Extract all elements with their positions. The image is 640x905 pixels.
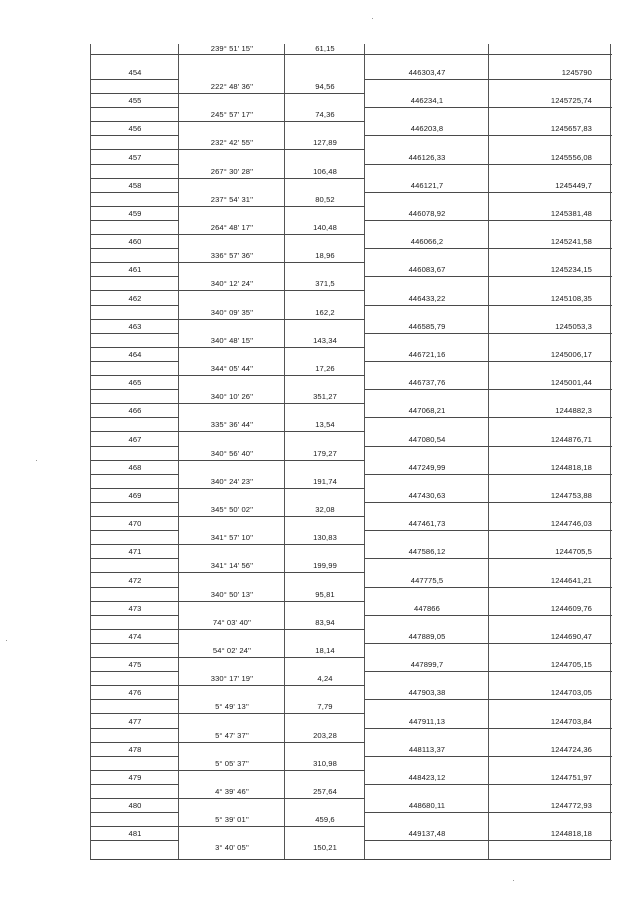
coordinate-x: 447775,5 bbox=[410, 575, 444, 585]
coordinate-x: 449137,48 bbox=[408, 829, 446, 839]
row-border bbox=[91, 192, 179, 193]
segment-distance: 83,94 bbox=[315, 617, 335, 627]
bearing-angle: 340° 12' 24'' bbox=[210, 279, 254, 289]
row-border bbox=[91, 389, 179, 390]
coordinate-x: 447430,63 bbox=[408, 491, 446, 500]
coordinate-y: 1244641,21 bbox=[550, 575, 592, 585]
row-border bbox=[365, 389, 612, 390]
bearing-angle: 239° 51' 15'' bbox=[210, 44, 254, 53]
row-border bbox=[91, 107, 179, 108]
row-border bbox=[365, 276, 612, 277]
segment-distance: 130,83 bbox=[313, 533, 337, 543]
coordinate-y: 1245001,44 bbox=[550, 378, 592, 388]
coordinate-x: 447911,13 bbox=[408, 716, 446, 726]
bearing-angle: 5° 47' 37'' bbox=[215, 730, 249, 740]
coordinate-y: 1245790 bbox=[561, 68, 592, 77]
point-number: 458 bbox=[128, 180, 142, 190]
segment-distance: 61,15 bbox=[315, 44, 335, 53]
point-number: 471 bbox=[128, 547, 142, 557]
row-border bbox=[365, 615, 612, 616]
row-border bbox=[91, 756, 179, 757]
segment-distance: 7,79 bbox=[317, 702, 333, 712]
row-border bbox=[365, 164, 612, 165]
coordinate-y: 1244751,97 bbox=[550, 773, 592, 782]
coordinate-x: 446303,47 bbox=[408, 68, 446, 77]
bearing-angle: 245° 57' 17'' bbox=[210, 110, 254, 120]
row-border bbox=[365, 135, 612, 136]
coordinate-y: 1245449,7 bbox=[555, 180, 592, 190]
row-border bbox=[91, 164, 179, 165]
segment-distance: 106,48 bbox=[313, 166, 337, 176]
row-border bbox=[365, 220, 612, 221]
coordinate-x: 446066,2 bbox=[410, 237, 444, 247]
segment-distance: 310,98 bbox=[313, 758, 337, 768]
coordinate-y: 1244703,05 bbox=[550, 688, 592, 698]
bearing-angle: 340° 10' 26'' bbox=[210, 392, 254, 402]
point-number: 481 bbox=[128, 829, 142, 839]
row-border bbox=[91, 234, 365, 235]
coordinate-x: 446585,79 bbox=[408, 321, 446, 331]
bearing-angle: 74° 03' 40'' bbox=[212, 617, 252, 627]
row-border bbox=[365, 530, 612, 531]
row-border bbox=[91, 840, 179, 841]
row-border bbox=[91, 615, 179, 616]
segment-distance: 80,52 bbox=[315, 194, 335, 204]
bearing-angle: 5° 05' 37'' bbox=[215, 758, 249, 768]
point-number: 467 bbox=[128, 434, 142, 444]
point-number: 477 bbox=[128, 716, 142, 726]
bearing-angle: 336° 57' 36'' bbox=[210, 251, 254, 261]
row-border bbox=[365, 671, 612, 672]
row-border bbox=[365, 192, 612, 193]
row-border bbox=[365, 784, 612, 785]
row-border bbox=[91, 587, 179, 588]
point-number: 459 bbox=[128, 209, 142, 218]
bearing-angle: 341° 14' 56'' bbox=[210, 561, 254, 571]
coordinate-y: 1245234,15 bbox=[550, 265, 592, 275]
bearing-angle: 222° 48' 36'' bbox=[210, 82, 254, 91]
coordinate-y: 1244882,3 bbox=[555, 406, 592, 416]
row-border bbox=[365, 248, 612, 249]
coordinate-x: 446433,22 bbox=[408, 293, 446, 303]
row-border bbox=[91, 305, 179, 306]
row-border bbox=[91, 798, 365, 799]
coordinate-y: 1244772,93 bbox=[550, 801, 592, 811]
bearing-angle: 341° 57' 10'' bbox=[210, 533, 254, 543]
coordinate-x: 446083,67 bbox=[408, 265, 446, 275]
coordinate-y: 1244705,5 bbox=[555, 547, 592, 557]
row-border bbox=[91, 601, 365, 602]
column-divider bbox=[488, 44, 489, 859]
coordinate-x: 448680,11 bbox=[408, 801, 446, 811]
scan-speck bbox=[6, 640, 7, 641]
row-border bbox=[91, 558, 179, 559]
point-number: 461 bbox=[128, 265, 142, 275]
coordinate-x: 446203,8 bbox=[410, 124, 444, 134]
point-number: 454 bbox=[128, 68, 142, 77]
row-border bbox=[91, 460, 365, 461]
coordinate-y: 1244876,71 bbox=[550, 434, 592, 444]
coordinate-x: 448113,37 bbox=[408, 744, 446, 754]
row-border bbox=[91, 812, 179, 813]
row-border bbox=[91, 149, 365, 150]
coordinate-x: 446078,92 bbox=[408, 209, 446, 218]
coordinate-y: 1244690,47 bbox=[550, 632, 592, 641]
coordinate-y: 1244753,88 bbox=[550, 491, 592, 500]
coordinate-y: 1245006,17 bbox=[550, 350, 592, 359]
row-border bbox=[91, 742, 365, 743]
segment-distance: 74,36 bbox=[315, 110, 335, 120]
coordinate-x: 447889,05 bbox=[408, 632, 446, 641]
coordinate-y: 1244746,03 bbox=[550, 519, 592, 529]
segment-distance: 191,74 bbox=[313, 476, 337, 486]
row-border bbox=[91, 770, 365, 771]
row-border bbox=[91, 671, 179, 672]
point-number: 468 bbox=[128, 462, 142, 472]
row-border bbox=[91, 713, 365, 714]
point-number: 464 bbox=[128, 350, 142, 359]
point-number: 465 bbox=[128, 378, 142, 388]
bearing-angle: 232° 42' 55'' bbox=[210, 138, 254, 148]
coordinate-y: 1245381,48 bbox=[550, 209, 592, 218]
row-border bbox=[365, 587, 612, 588]
segment-distance: 32,08 bbox=[315, 505, 335, 514]
row-border bbox=[91, 572, 365, 573]
row-border bbox=[91, 728, 179, 729]
bearing-angle: 340° 56' 40'' bbox=[210, 448, 254, 458]
row-border bbox=[91, 417, 179, 418]
bearing-angle: 340° 24' 23'' bbox=[210, 476, 254, 486]
segment-distance: 4,24 bbox=[317, 674, 333, 684]
segment-distance: 199,99 bbox=[313, 561, 337, 571]
coordinate-y: 1244724,36 bbox=[550, 744, 592, 754]
row-border bbox=[91, 488, 365, 489]
coordinate-x: 447903,38 bbox=[408, 688, 446, 698]
row-border bbox=[91, 290, 365, 291]
scan-speck bbox=[372, 18, 373, 19]
bearing-angle: 5° 49' 13'' bbox=[215, 702, 249, 712]
point-number: 462 bbox=[128, 293, 142, 303]
bearing-angle: 267° 30' 28'' bbox=[210, 166, 254, 176]
coordinate-x: 447080,54 bbox=[408, 434, 446, 444]
row-border bbox=[91, 544, 365, 545]
row-border bbox=[365, 417, 612, 418]
segment-distance: 17,26 bbox=[315, 364, 335, 373]
segment-distance: 143,34 bbox=[313, 335, 337, 345]
coordinate-x: 446126,33 bbox=[408, 152, 446, 162]
row-border bbox=[91, 54, 365, 55]
row-border bbox=[365, 812, 612, 813]
bearing-angle: 4° 39' 46'' bbox=[215, 787, 249, 796]
point-number: 457 bbox=[128, 152, 142, 162]
bearing-angle: 54° 02' 24'' bbox=[212, 646, 252, 655]
coordinate-x: 446121,7 bbox=[410, 180, 444, 190]
coordinate-x: 447899,7 bbox=[410, 660, 444, 670]
coordinate-x: 447249,99 bbox=[408, 462, 446, 472]
segment-distance: 18,14 bbox=[315, 646, 335, 655]
row-border bbox=[365, 558, 612, 559]
row-border bbox=[365, 333, 612, 334]
scan-speck bbox=[36, 460, 37, 461]
row-border bbox=[91, 361, 179, 362]
row-border bbox=[365, 107, 612, 108]
row-border bbox=[365, 756, 612, 757]
bearing-angle: 340° 50' 13'' bbox=[210, 589, 254, 599]
row-border bbox=[91, 375, 365, 376]
row-border bbox=[91, 784, 179, 785]
bearing-angle: 340° 09' 35'' bbox=[210, 307, 254, 317]
coordinate-y: 1244818,18 bbox=[550, 462, 592, 472]
row-border bbox=[91, 685, 365, 686]
bearing-angle: 340° 48' 15'' bbox=[210, 335, 254, 345]
row-border bbox=[91, 530, 179, 531]
segment-distance: 140,48 bbox=[313, 223, 337, 232]
coordinate-y: 1245725,74 bbox=[550, 96, 592, 106]
row-border bbox=[365, 446, 612, 447]
row-border bbox=[91, 206, 365, 207]
segment-distance: 203,28 bbox=[313, 730, 337, 740]
coordinate-y: 1244818,18 bbox=[550, 829, 592, 839]
row-border bbox=[365, 840, 612, 841]
bearing-angle: 330° 17' 19'' bbox=[210, 674, 254, 684]
row-border bbox=[365, 643, 612, 644]
coordinate-y: 1245657,83 bbox=[550, 124, 592, 134]
row-border bbox=[365, 728, 612, 729]
coordinate-x: 447586,12 bbox=[408, 547, 446, 557]
row-border bbox=[91, 276, 179, 277]
coordinate-y: 1245108,35 bbox=[550, 293, 592, 303]
coordinate-x: 446721,16 bbox=[408, 350, 446, 359]
row-border bbox=[91, 502, 179, 503]
point-number: 466 bbox=[128, 406, 142, 416]
row-border bbox=[91, 93, 365, 94]
point-number: 463 bbox=[128, 321, 142, 331]
row-border bbox=[91, 333, 179, 334]
coordinate-y: 1245053,3 bbox=[555, 321, 592, 331]
bearing-angle: 344° 05' 44'' bbox=[210, 364, 254, 373]
row-border bbox=[91, 121, 365, 122]
row-border bbox=[365, 699, 612, 700]
point-number: 455 bbox=[128, 96, 142, 106]
row-border bbox=[365, 54, 612, 55]
row-border bbox=[91, 347, 365, 348]
row-border bbox=[365, 502, 612, 503]
point-number: 474 bbox=[128, 632, 142, 641]
coordinate-x: 447866 bbox=[414, 603, 440, 613]
row-border bbox=[365, 79, 612, 80]
row-border bbox=[91, 79, 179, 80]
coordinate-x: 446234,1 bbox=[410, 96, 444, 106]
coordinate-y: 1244703,84 bbox=[550, 716, 592, 726]
point-number: 473 bbox=[128, 603, 142, 613]
coordinate-y: 1244609,76 bbox=[550, 603, 592, 613]
point-number: 475 bbox=[128, 660, 142, 670]
row-border bbox=[365, 474, 612, 475]
coordinate-y: 1245556,08 bbox=[550, 152, 592, 162]
coordinates-table bbox=[90, 44, 611, 860]
point-number: 472 bbox=[128, 575, 142, 585]
coordinate-x: 446737,76 bbox=[408, 378, 446, 388]
row-border bbox=[91, 516, 365, 517]
row-border bbox=[91, 262, 365, 263]
row-border bbox=[91, 629, 365, 630]
segment-distance: 162,2 bbox=[315, 307, 335, 317]
point-number: 460 bbox=[128, 237, 142, 247]
row-border bbox=[91, 319, 365, 320]
bearing-angle: 335° 36' 44'' bbox=[210, 420, 254, 430]
point-number: 456 bbox=[128, 124, 142, 134]
segment-distance: 18,96 bbox=[315, 251, 335, 261]
row-border bbox=[91, 220, 179, 221]
segment-distance: 13,54 bbox=[315, 420, 335, 430]
segment-distance: 257,64 bbox=[313, 787, 337, 796]
coordinate-x: 447068,21 bbox=[408, 406, 446, 416]
bearing-angle: 237° 54' 31'' bbox=[210, 194, 254, 204]
point-number: 476 bbox=[128, 688, 142, 698]
row-border bbox=[91, 135, 179, 136]
point-number: 478 bbox=[128, 744, 142, 754]
coordinate-x: 447461,73 bbox=[408, 519, 446, 529]
point-number: 480 bbox=[128, 801, 142, 811]
row-border bbox=[91, 248, 179, 249]
row-border bbox=[91, 699, 179, 700]
bearing-angle: 5° 39' 01'' bbox=[215, 815, 249, 825]
scan-speck bbox=[513, 880, 514, 881]
coordinate-y: 1245241,58 bbox=[550, 237, 592, 247]
segment-distance: 94,56 bbox=[315, 82, 335, 91]
coordinate-x: 448423,12 bbox=[408, 773, 446, 782]
segment-distance: 371,5 bbox=[315, 279, 335, 289]
bearing-angle: 345° 50' 02'' bbox=[210, 505, 254, 514]
row-border bbox=[365, 361, 612, 362]
coordinate-y: 1244705,15 bbox=[550, 660, 592, 670]
segment-distance: 351,27 bbox=[313, 392, 337, 402]
point-number: 479 bbox=[128, 773, 142, 782]
row-border bbox=[91, 657, 365, 658]
row-border bbox=[91, 403, 365, 404]
row-border bbox=[91, 446, 179, 447]
row-border bbox=[91, 826, 365, 827]
segment-distance: 179,27 bbox=[313, 448, 337, 458]
row-border bbox=[91, 474, 179, 475]
segment-distance: 95,81 bbox=[315, 589, 335, 599]
segment-distance: 459,6 bbox=[315, 815, 335, 825]
row-border bbox=[365, 305, 612, 306]
segment-distance: 127,89 bbox=[313, 138, 337, 148]
bearing-angle: 264° 48' 17'' bbox=[210, 223, 254, 232]
row-border bbox=[91, 178, 365, 179]
row-border bbox=[91, 431, 365, 432]
point-number: 470 bbox=[128, 519, 142, 529]
row-border bbox=[91, 643, 179, 644]
point-number: 469 bbox=[128, 491, 142, 500]
bearing-angle: 3° 40' 05'' bbox=[215, 843, 249, 853]
segment-distance: 150,21 bbox=[313, 843, 337, 853]
